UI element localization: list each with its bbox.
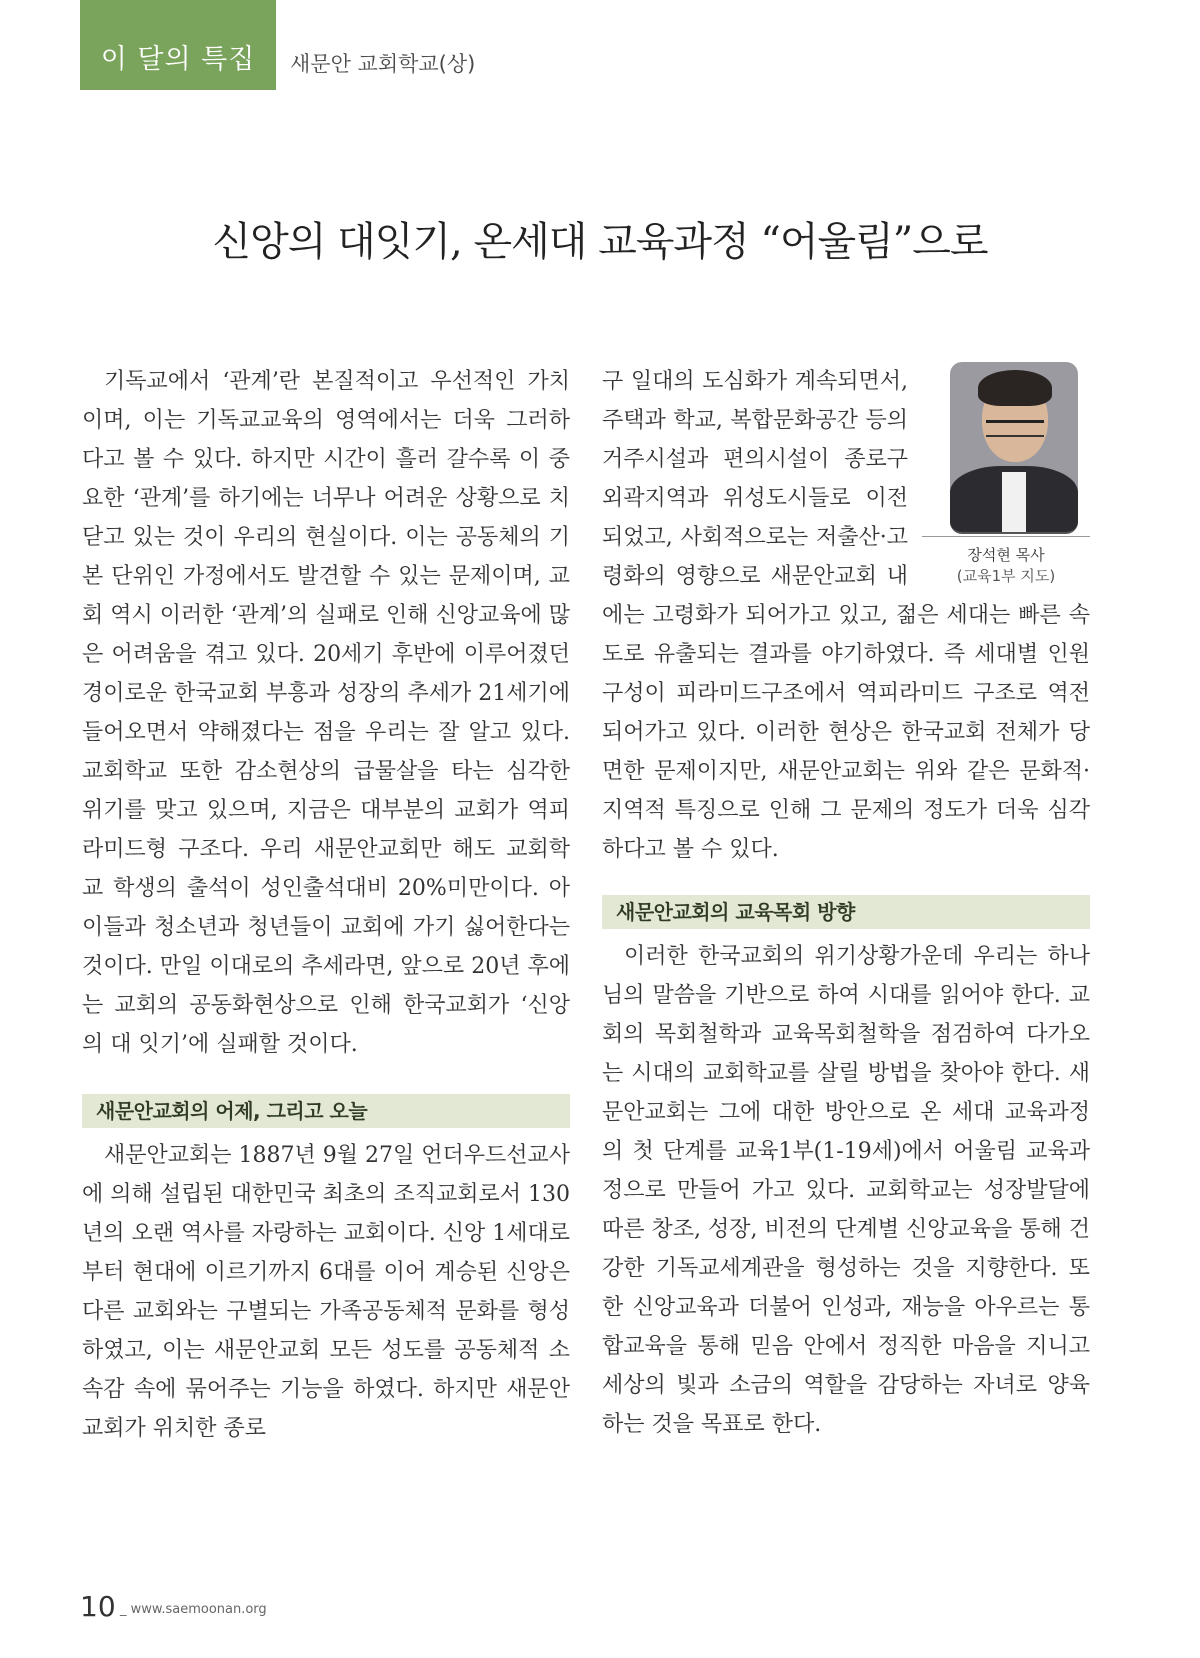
- author-photo-block: [922, 362, 1090, 587]
- caption-divider: [922, 536, 1090, 537]
- left-paragraph-2: 새문안교회는 1887년 9월 27일 언더우드선교사에 의해 설립된 대한민국 최초의 조직교회로서 130년의 오랜 역사를 자랑하는 교회이다. 신앙 1세대로부터 현대에 이르기까지 6대를 이어 계승된 신앙은 다른 교회와는 구별되는 가족공동체적 문화를 형성하였고, 이는 새문안교회 모든 성도를 공동체적 소속감 속에 묶어주는 기능을 하였다. 하지만 새문안교회가 위치한 종로: [82, 1143, 570, 1441]
- section-tab: 이 달의 특집: [80, 0, 276, 90]
- subheading-history: 새문안교회의 어제, 그리고 오늘: [82, 1094, 570, 1128]
- right-paragraph-1: 구 일대의 도심화가 계속되면서, 주택과 학교, 복합문화공간 등의 거주시설과 편의시설이 종로구 외곽지역과 위성도시들로 이전되었고, 사회적으로는 저출산·고령화의 영향으로 새문안교회 내에는 고령화가 되어가고 있고, 젊은 세대는 빠른 속도로 유출되는 결과를 야기하였다. 즉 세대별 인원 구성이 피라미드구조에서 역피라미드 구조로 역전되어가고 있다. 이러한 현상은 한국교회 전체가 당면한 문제이지만, 새문안교회는 위와 같은 문화적·지역적 특징으로 인해 그 문제의 정도가 더욱 심각하다고 볼 수 있다.: [602, 369, 1090, 862]
- article-title: 신앙의 대잇기, 온세대 교육과정 “어울림”으로: [212, 219, 988, 265]
- author-role: (교육1부 지도): [956, 567, 1056, 585]
- right-paragraph-2: 이러한 한국교회의 위기상황가운데 우리는 하나님의 말씀을 기반으로 하여 시대를 읽어야 한다. 교회의 목회철학과 교육목회철학을 점검하여 다가오는 시대의 교회학교를 살릴 방법을 찾아야 한다. 새문안교회는 그에 대한 방안으로 온 세대 교육과정의 첫 단계를 교육1부(1-19세)에서 어울림 교육과정으로 만들어 가고 있다. 교회학교는 성장발달에 따른 창조, 성장, 비전의 단계별 신앙교육을 통해 건강한 기독교세계관을 형성하는 것을 지향한다. 또한 신앙교육과 더불어 인성과, 재능을 아우르는 통합교육을 통해 믿음 안에서 정직한 마음을 지니고 세상의 빛과 소금의 역할을 감당하는 자녀로 양육하는 것을 목표로 한다.: [602, 944, 1090, 1437]
- right-column: [602, 362, 1090, 1444]
- photo-caption: [922, 545, 1090, 587]
- subheading-direction: 새문안교회의 교육목회 방향: [602, 895, 1090, 929]
- section-subtitle: 새문안 교회학교(상): [290, 52, 476, 76]
- left-paragraph-1: 기독교에서 ‘관계’란 본질적이고 우선적인 가치이며, 이는 기독교교육의 영역에서는 더욱 그러하다고 볼 수 있다. 하지만 시간이 흘러 갈수록 이 중요한 ‘관계’를 하기에는 너무나 어려운 상황으로 치닫고 있는 것이 우리의 현실이다. 이는 공동체의 기본 단위인 가정에서도 발견할 수 있는 문제이며, 교회 역시 이러한 ‘관계’의 실패로 인해 신앙교육에 많은 어려움을 겪고 있다. 20세기 후반에 이루어졌던 경이로운 한국교회 부흥과 성장의 추세가 21세기에 들어오면서 약해졌다는 점을 우리는 잘 알고 있다. 교회학교 또한 감소현상의 급물살을 타는 심각한 위기를 맞고 있으며, 지금은 대부분의 교회가 역피라미드형 구조다. 우리 새문안교회만 해도 교회학교 학생의 출석이 성인출석대비 20%미만이다. 아이들과 청소년과 청년들이 교회에 가기 싫어한다는 것이다. 만일 이대로의 추세라면, 앞으로 20년 후에는 교회의 공동화현상으로 인해 한국교회가 ‘신앙의 대 잇기’에 실패할 것이다.: [82, 369, 571, 1057]
- author-portrait: [950, 362, 1078, 534]
- author-name: 장석현 목사: [967, 546, 1045, 564]
- left-column: [82, 362, 570, 1448]
- website-url: _ www.saemoonan.org: [120, 1602, 267, 1617]
- page-number: 10: [80, 1590, 116, 1623]
